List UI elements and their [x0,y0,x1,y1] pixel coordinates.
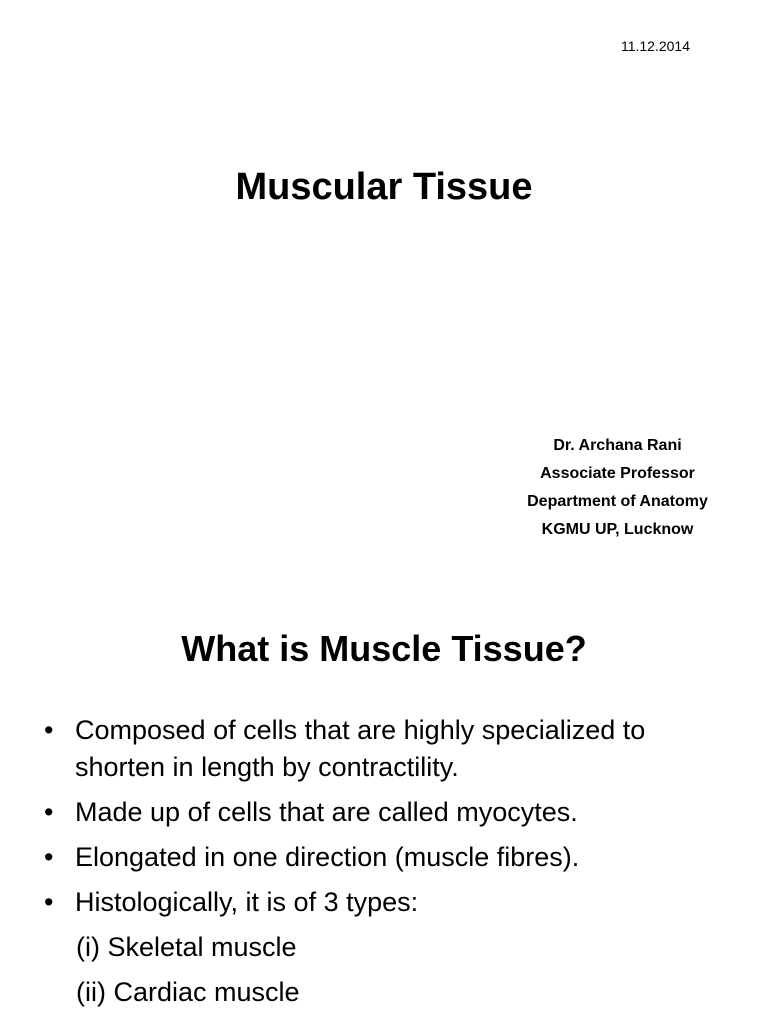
slide-heading: What is Muscle Tissue? [181,628,587,669]
bullet-text: Made up of cells that are called myocytes. [75,797,578,827]
slide-date: 11.12.2014 [620,38,690,54]
bullet-text: Histologically, it is of 3 types: [75,887,419,917]
content-slide [0,596,768,1024]
sub-list-item: (ii) Cardiac muscle [76,977,300,1007]
author-name: Dr. Archana Rani [553,437,682,454]
bullet-icon: • [44,887,54,917]
bullet-icon: • [44,715,54,745]
author-position: Associate Professor [540,465,695,482]
author-institution: KGMU UP, Lucknow [541,521,694,538]
sub-list-item: (i) Skeletal muscle [76,932,297,962]
bullet-text: Elongated in one direction (muscle fibres). [75,842,580,872]
bullet-list [40,712,740,1019]
author-block [505,432,730,544]
bullet-icon: • [44,797,54,827]
bullet-text: Composed of cells that are highly specialized to shorten in length by contractility. [75,715,646,782]
bullet-item [40,839,740,876]
bullet-item [40,794,740,831]
bullet-item [40,712,740,786]
author-department: Department of Anatomy [527,493,708,510]
slide-title: Muscular Tissue [235,166,533,208]
bullet-item [40,884,740,921]
bullet-icon: • [44,842,54,872]
